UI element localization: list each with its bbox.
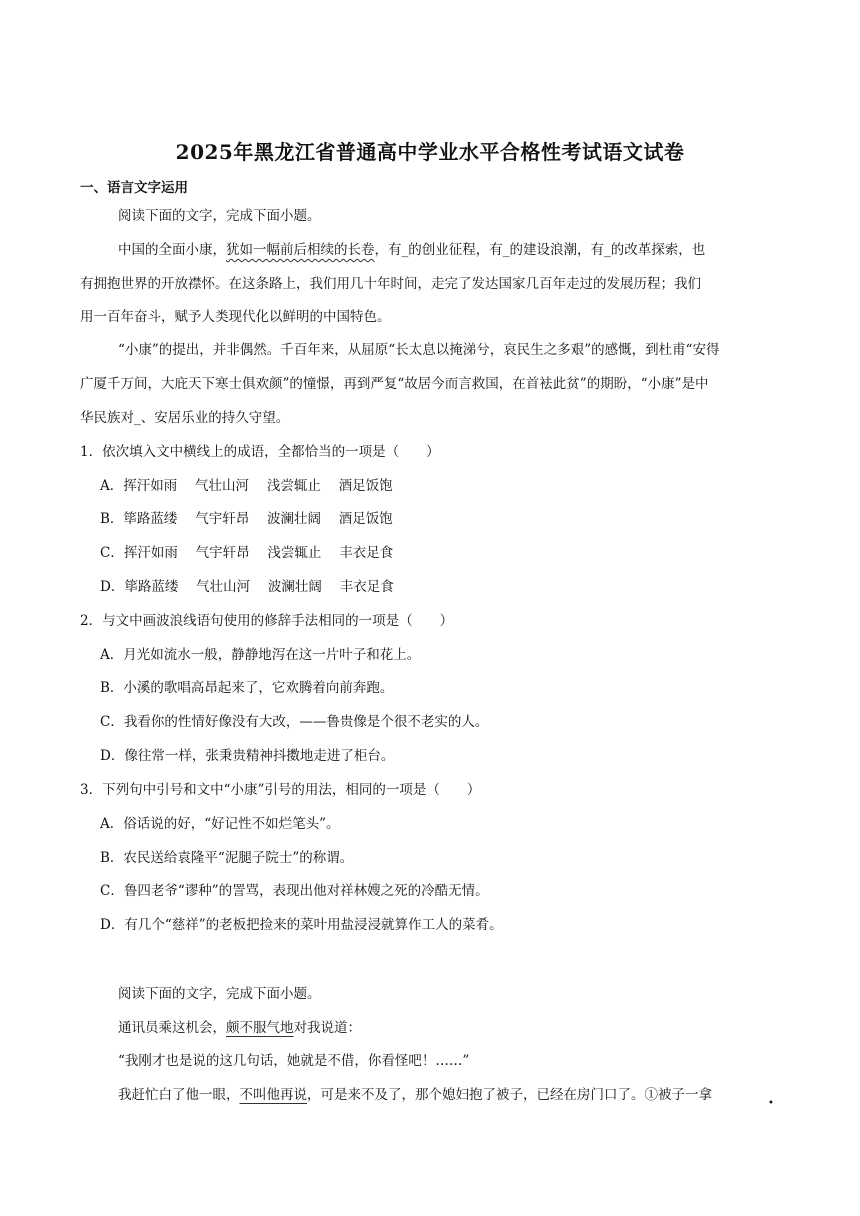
passage1-p2-line3: 华民族对_、安居乐业的持久守望。 [80,410,290,426]
question-2-option-a: A．月光如流水一般，静静地泻在这一片叶子和花上。 [100,647,421,663]
passage1-p1-line1 [118,238,705,258]
question-3-option-c: C．鲁四老爷“谬种”的詈骂，表现出他对祥林嫂之死的冷酷无情。 [100,883,489,899]
question-2-option-b: B．小溪的歌唱高昂起来了，它欢腾着向前奔跑。 [100,680,394,696]
question-3-option-d: D．有几个“慈祥”的老板把捡来的菜叶用盐浸浸就算作工人的菜肴。 [100,917,503,933]
question-1-option-c: C．挥汗如雨 气宇轩昂 浅尝辄止 丰衣足食 [100,545,394,561]
question-2-stem: 2．与文中画波浪线语句使用的修辞手法相同的一项是（ ） [80,613,454,629]
p1-text-a: 中国的全面小康， [118,242,226,258]
question-2-option-c: C．我看你的性情好像没有大改，——鲁贵像是个很不老实的人。 [100,714,489,730]
question-1-option-d: D．筚路蓝缕 气壮山河 波澜壮阔 丰衣足食 [100,579,394,595]
passage2-line2: “我刚才也是说的这几句话，她就是不借，你看怪吧！……” [118,1053,470,1069]
wavy-underlined-phrase: 犹如一幅前后相续的长卷 [226,242,375,258]
passage1-p2-line1: “小康”的提出，并非偶然。千百年来，从屈原“长太息以掩涕兮，哀民生之多艰”的感慨，到杜甫“安得 [118,342,720,358]
p2-l3-text-a: 我赶忙白了他一眼， [118,1087,240,1103]
underlined-phrase-2: 不叫他再说 [239,1087,307,1103]
question-2-option-d: D．像往常一样，张秉贵精神抖擞地走进了柜台。 [100,748,395,764]
passage2-line3 [118,1083,712,1103]
question-3-option-a: A．俗话说的好，“好记性不如烂笔头”。 [100,816,340,832]
p1-text-b: ，有_的创业征程，有_的建设浪潮，有_的改革探索，也 [374,242,706,258]
page-title: 2025年黑龙江省普通高中学业水平合格性考试语文试卷 [175,140,685,164]
emphasis-dot: • [768,1098,774,1109]
passage1-p1-line3: 用一百年奋斗，赋予人类现代化以鲜明的中国特色。 [80,309,391,325]
question-1-option-a: A．挥汗如雨 气壮山河 浅尝辄止 酒足饭饱 [100,478,393,494]
p2-l3-text-b: ，可是来不及了，那个媳妇抱了被子，已经在房门口了。①被子一拿 [307,1087,712,1103]
underlined-phrase-1: 颇不服气地 [226,1020,294,1036]
question-3-option-b: B．农民送给袁隆平“泥腿子院士”的称谓。 [100,850,354,866]
question-3-stem: 3．下列句中引号和文中“小康”引号的用法，相同的一项是（ ） [80,782,481,798]
question-1-stem: 1．依次填入文中横线上的成语，全都恰当的一项是（ ） [80,444,440,460]
question-1-option-b: B．筚路蓝缕 气宇轩昂 波澜壮阔 酒足饭饱 [100,511,393,527]
passage1-p1-line2: 有拥抱世界的开放襟怀。在这条路上，我们用几十年时间，走完了发达国家几百年走过的发展历程；我们 [80,276,701,292]
passage1-intro: 阅读下面的文字，完成下面小题。 [118,208,321,224]
passage2-intro: 阅读下面的文字，完成下面小题。 [118,986,321,1002]
passage1-p2-line2: 广厦千万间，大庇天下寒士俱欢颜”的憧憬，再到严复“故居今而言救国，在首袪此贫”的期盼，“小康”是中 [80,376,709,392]
p2-l1-text-b: 对我说道： [293,1020,361,1036]
passage2-line1 [118,1016,361,1036]
p2-l1-text-a: 通讯员乘这机会， [118,1020,226,1036]
section-heading: 一、语言文字运用 [80,180,188,196]
